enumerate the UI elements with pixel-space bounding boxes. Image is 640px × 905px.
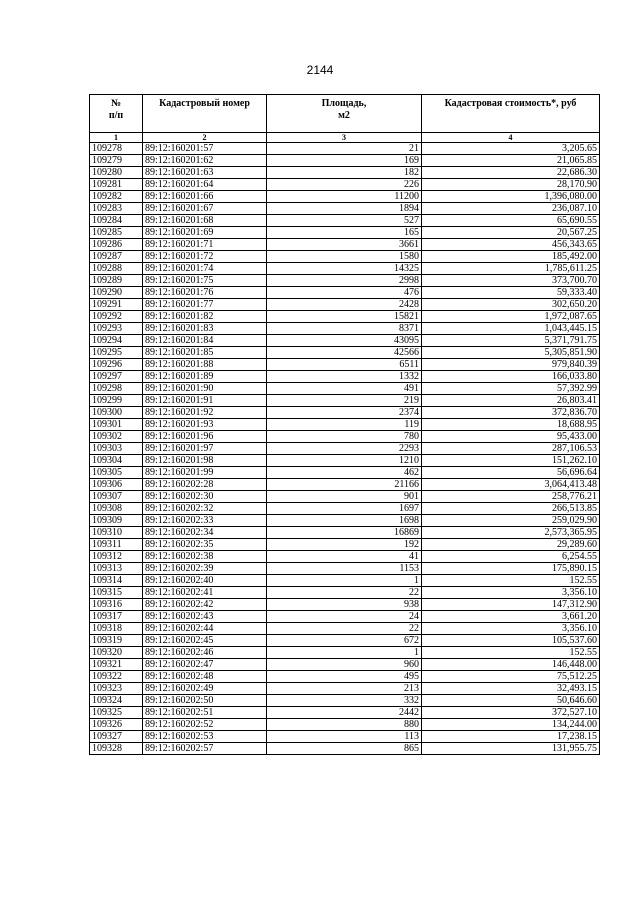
row-number-cell: 109284 <box>90 215 143 227</box>
table-row <box>90 599 600 611</box>
cadastral-value-cell: 147,312.90 <box>422 599 600 611</box>
row-number-cell: 109323 <box>90 683 143 695</box>
row-number-cell: 109306 <box>90 479 143 491</box>
row-number-cell: 109292 <box>90 311 143 323</box>
cadastral-value-cell: 131,955.75 <box>422 743 600 755</box>
area-cell: 1210 <box>267 455 422 467</box>
row-number-cell: 109300 <box>90 407 143 419</box>
cadastral-number-cell: 89:12:160202:39 <box>143 563 267 575</box>
area-cell: 2293 <box>267 443 422 455</box>
cadastral-value-cell: 21,065.85 <box>422 155 600 167</box>
cadastral-number-cell: 89:12:160201:93 <box>143 419 267 431</box>
area-cell: 22 <box>267 623 422 635</box>
table-row <box>90 635 600 647</box>
area-cell: 1894 <box>267 203 422 215</box>
cadastral-number-cell: 89:12:160201:82 <box>143 311 267 323</box>
area-cell: 491 <box>267 383 422 395</box>
table-row <box>90 743 600 755</box>
table-row <box>90 287 600 299</box>
table-row <box>90 311 600 323</box>
row-number-cell: 109311 <box>90 539 143 551</box>
table-row <box>90 575 600 587</box>
table-row <box>90 359 600 371</box>
cadastral-number-cell: 89:12:160201:83 <box>143 323 267 335</box>
row-number-cell: 109302 <box>90 431 143 443</box>
cadastral-number-cell: 89:12:160201:66 <box>143 191 267 203</box>
area-cell: 43095 <box>267 335 422 347</box>
cadastral-number-cell: 89:12:160202:48 <box>143 671 267 683</box>
table-row <box>90 467 600 479</box>
area-cell: 938 <box>267 599 422 611</box>
cadastral-number-cell: 89:12:160202:40 <box>143 575 267 587</box>
cadastral-value-cell: 3,205.65 <box>422 143 600 155</box>
area-cell: 119 <box>267 419 422 431</box>
cadastral-value-cell: 28,170.90 <box>422 179 600 191</box>
header-cadastral-value <box>422 95 600 133</box>
cadastral-number-cell: 89:12:160201:92 <box>143 407 267 419</box>
table-row <box>90 611 600 623</box>
cadastral-value-cell: 29,289.60 <box>422 539 600 551</box>
cadastral-value-cell: 1,972,087.65 <box>422 311 600 323</box>
header-row-number-label: № п/п <box>108 98 124 121</box>
area-cell: 182 <box>267 167 422 179</box>
row-number-cell: 109305 <box>90 467 143 479</box>
row-number-cell: 109320 <box>90 647 143 659</box>
cadastral-number-cell: 89:12:160202:45 <box>143 635 267 647</box>
cadastral-number-cell: 89:12:160201:69 <box>143 227 267 239</box>
area-cell: 960 <box>267 659 422 671</box>
area-cell: 1 <box>267 647 422 659</box>
area-cell: 1698 <box>267 515 422 527</box>
cadastral-value-cell: 32,493.15 <box>422 683 600 695</box>
cadastral-number-cell: 89:12:160202:32 <box>143 503 267 515</box>
area-cell: 332 <box>267 695 422 707</box>
cadastral-number-cell: 89:12:160201:97 <box>143 443 267 455</box>
row-number-cell: 109304 <box>90 455 143 467</box>
row-number-cell: 109293 <box>90 323 143 335</box>
area-cell: 672 <box>267 635 422 647</box>
table-row <box>90 695 600 707</box>
row-number-cell: 109326 <box>90 719 143 731</box>
table-row <box>90 707 600 719</box>
area-cell: 1697 <box>267 503 422 515</box>
area-cell: 2442 <box>267 707 422 719</box>
table-row <box>90 407 600 419</box>
row-number-cell: 109289 <box>90 275 143 287</box>
row-number-cell: 109287 <box>90 251 143 263</box>
table-row <box>90 515 600 527</box>
cadastral-value-cell: 50,646.60 <box>422 695 600 707</box>
row-number-cell: 109280 <box>90 167 143 179</box>
row-number-cell: 109301 <box>90 419 143 431</box>
header-cadastral-number <box>143 95 267 133</box>
table-row <box>90 143 600 155</box>
cadastral-value-cell: 134,244.00 <box>422 719 600 731</box>
cadastral-value-cell: 185,492.00 <box>422 251 600 263</box>
table-body <box>90 143 600 755</box>
cadastral-value-cell: 1,785,611.25 <box>422 263 600 275</box>
table-row <box>90 587 600 599</box>
row-number-cell: 109309 <box>90 515 143 527</box>
row-number-cell: 109317 <box>90 611 143 623</box>
row-number-cell: 109297 <box>90 371 143 383</box>
column-number-row <box>90 133 600 143</box>
cadastral-value-cell: 166,033.80 <box>422 371 600 383</box>
cadastral-number-cell: 89:12:160201:99 <box>143 467 267 479</box>
cadastral-number-cell: 89:12:160202:34 <box>143 527 267 539</box>
row-number-cell: 109291 <box>90 299 143 311</box>
cadastral-value-cell: 5,371,791.75 <box>422 335 600 347</box>
cadastral-value-cell: 302,650.20 <box>422 299 600 311</box>
row-number-cell: 109310 <box>90 527 143 539</box>
row-number-cell: 109294 <box>90 335 143 347</box>
table-row <box>90 647 600 659</box>
cadastral-number-cell: 89:12:160202:52 <box>143 719 267 731</box>
cadastral-value-cell: 59,333.40 <box>422 287 600 299</box>
cadastral-number-cell: 89:12:160202:42 <box>143 599 267 611</box>
cadastral-number-cell: 89:12:160201:84 <box>143 335 267 347</box>
area-cell: 1580 <box>267 251 422 263</box>
cadastral-value-cell: 152.55 <box>422 575 600 587</box>
area-cell: 1153 <box>267 563 422 575</box>
area-cell: 780 <box>267 431 422 443</box>
table-row <box>90 719 600 731</box>
table-row <box>90 371 600 383</box>
table-row <box>90 263 600 275</box>
header-cadastral-number-label: Кадастровый номер <box>159 98 250 109</box>
table-row <box>90 527 600 539</box>
cadastral-number-cell: 89:12:160201:72 <box>143 251 267 263</box>
cadastral-number-cell: 89:12:160201:85 <box>143 347 267 359</box>
area-cell: 226 <box>267 179 422 191</box>
table-row <box>90 671 600 683</box>
area-cell: 41 <box>267 551 422 563</box>
cadastral-value-cell: 1,043,445.15 <box>422 323 600 335</box>
cadastral-value-cell: 22,686.30 <box>422 167 600 179</box>
table-row <box>90 251 600 263</box>
row-number-cell: 109321 <box>90 659 143 671</box>
row-number-cell: 109282 <box>90 191 143 203</box>
cadastral-number-cell: 89:12:160202:41 <box>143 587 267 599</box>
table-row <box>90 215 600 227</box>
cadastral-number-cell: 89:12:160202:51 <box>143 707 267 719</box>
area-cell: 476 <box>267 287 422 299</box>
area-cell: 42566 <box>267 347 422 359</box>
row-number-cell: 109279 <box>90 155 143 167</box>
area-cell: 527 <box>267 215 422 227</box>
cadastral-number-cell: 89:12:160202:44 <box>143 623 267 635</box>
row-number-cell: 109318 <box>90 623 143 635</box>
table-row <box>90 563 600 575</box>
cadastral-number-cell: 89:12:160201:76 <box>143 287 267 299</box>
cadastral-value-cell: 266,513.85 <box>422 503 600 515</box>
table-row <box>90 383 600 395</box>
cadastral-value-cell: 56,696.64 <box>422 467 600 479</box>
row-number-cell: 109295 <box>90 347 143 359</box>
page-number: 2144 <box>306 63 334 77</box>
area-cell: 6511 <box>267 359 422 371</box>
table-row <box>90 503 600 515</box>
table-row <box>90 683 600 695</box>
row-number-cell: 109285 <box>90 227 143 239</box>
column-number-2: 2 <box>143 133 267 143</box>
table-row <box>90 623 600 635</box>
cadastral-value-cell: 3,356.10 <box>422 587 600 599</box>
row-number-cell: 109316 <box>90 599 143 611</box>
area-cell: 15821 <box>267 311 422 323</box>
table-row <box>90 299 600 311</box>
cadastral-number-cell: 89:12:160202:30 <box>143 491 267 503</box>
table-row <box>90 551 600 563</box>
table-row <box>90 659 600 671</box>
cadastral-value-cell: 3,356.10 <box>422 623 600 635</box>
table-row <box>90 443 600 455</box>
table-row <box>90 227 600 239</box>
table-row <box>90 347 600 359</box>
cadastral-number-cell: 89:12:160202:43 <box>143 611 267 623</box>
table-row <box>90 731 600 743</box>
cadastral-number-cell: 89:12:160202:49 <box>143 683 267 695</box>
row-number-cell: 109322 <box>90 671 143 683</box>
header-area-label: Площадь, м2 <box>321 98 367 121</box>
table-row <box>90 395 600 407</box>
header-cadastral-value-label: Кадастровая стоимость*, руб <box>444 98 577 109</box>
table-row <box>90 167 600 179</box>
cadastral-number-cell: 89:12:160202:46 <box>143 647 267 659</box>
cadastral-value-cell: 151,262.10 <box>422 455 600 467</box>
row-number-cell: 109303 <box>90 443 143 455</box>
table-row <box>90 539 600 551</box>
cadastral-number-cell: 89:12:160201:74 <box>143 263 267 275</box>
header-area <box>267 95 422 133</box>
area-cell: 880 <box>267 719 422 731</box>
area-cell: 2428 <box>267 299 422 311</box>
cadastral-number-cell: 89:12:160201:71 <box>143 239 267 251</box>
cadastral-number-cell: 89:12:160201:68 <box>143 215 267 227</box>
cadastral-number-cell: 89:12:160202:33 <box>143 515 267 527</box>
cadastral-number-cell: 89:12:160202:28 <box>143 479 267 491</box>
area-cell: 495 <box>267 671 422 683</box>
cadastral-value-cell: 373,700.70 <box>422 275 600 287</box>
cadastral-value-cell: 372,836.70 <box>422 407 600 419</box>
cadastral-value-cell: 18,688.95 <box>422 419 600 431</box>
area-cell: 3661 <box>267 239 422 251</box>
area-cell: 213 <box>267 683 422 695</box>
cadastral-value-cell: 105,537.60 <box>422 635 600 647</box>
table-header <box>90 95 600 143</box>
cadastral-number-cell: 89:12:160201:67 <box>143 203 267 215</box>
row-number-cell: 109288 <box>90 263 143 275</box>
row-number-cell: 109315 <box>90 587 143 599</box>
row-number-cell: 109319 <box>90 635 143 647</box>
row-number-cell: 109307 <box>90 491 143 503</box>
cadastral-value-cell: 258,776.21 <box>422 491 600 503</box>
row-number-cell: 109296 <box>90 359 143 371</box>
column-number-1: 1 <box>90 133 143 143</box>
area-cell: 219 <box>267 395 422 407</box>
area-cell: 1332 <box>267 371 422 383</box>
table-row <box>90 455 600 467</box>
table-row <box>90 239 600 251</box>
row-number-cell: 109325 <box>90 707 143 719</box>
area-cell: 24 <box>267 611 422 623</box>
row-number-cell: 109298 <box>90 383 143 395</box>
header-row-number <box>90 95 143 133</box>
cadastral-value-table <box>89 94 600 755</box>
cadastral-number-cell: 89:12:160202:53 <box>143 731 267 743</box>
table-row <box>90 275 600 287</box>
cadastral-value-cell: 152.55 <box>422 647 600 659</box>
cadastral-value-cell: 236,087.10 <box>422 203 600 215</box>
cadastral-number-cell: 89:12:160201:88 <box>143 359 267 371</box>
area-cell: 165 <box>267 227 422 239</box>
row-number-cell: 109327 <box>90 731 143 743</box>
row-number-cell: 109281 <box>90 179 143 191</box>
table-row <box>90 191 600 203</box>
cadastral-value-cell: 26,803.41 <box>422 395 600 407</box>
row-number-cell: 109314 <box>90 575 143 587</box>
cadastral-number-cell: 89:12:160201:64 <box>143 179 267 191</box>
area-cell: 22 <box>267 587 422 599</box>
cadastral-value-cell: 2,573,365.95 <box>422 527 600 539</box>
cadastral-number-cell: 89:12:160201:77 <box>143 299 267 311</box>
cadastral-value-cell: 372,527.10 <box>422 707 600 719</box>
cadastral-number-cell: 89:12:160201:91 <box>143 395 267 407</box>
cadastral-number-cell: 89:12:160201:62 <box>143 155 267 167</box>
row-number-cell: 109278 <box>90 143 143 155</box>
cadastral-value-cell: 95,433.00 <box>422 431 600 443</box>
area-cell: 11200 <box>267 191 422 203</box>
cadastral-value-cell: 287,106.53 <box>422 443 600 455</box>
header-row <box>90 95 600 133</box>
table-row <box>90 335 600 347</box>
cadastral-number-cell: 89:12:160202:50 <box>143 695 267 707</box>
cadastral-number-cell: 89:12:160202:38 <box>143 551 267 563</box>
table-row <box>90 179 600 191</box>
cadastral-number-cell: 89:12:160201:90 <box>143 383 267 395</box>
area-cell: 462 <box>267 467 422 479</box>
cadastral-value-cell: 20,567.25 <box>422 227 600 239</box>
cadastral-number-cell: 89:12:160201:75 <box>143 275 267 287</box>
cadastral-value-cell: 146,448.00 <box>422 659 600 671</box>
area-cell: 865 <box>267 743 422 755</box>
area-cell: 16869 <box>267 527 422 539</box>
cadastral-value-cell: 57,392.99 <box>422 383 600 395</box>
cadastral-number-cell: 89:12:160201:89 <box>143 371 267 383</box>
cadastral-value-cell: 3,064,413.48 <box>422 479 600 491</box>
area-cell: 169 <box>267 155 422 167</box>
cadastral-number-cell: 89:12:160201:98 <box>143 455 267 467</box>
cadastral-value-cell: 259,029.90 <box>422 515 600 527</box>
column-number-4: 4 <box>422 133 600 143</box>
area-cell: 113 <box>267 731 422 743</box>
table-row <box>90 431 600 443</box>
table-row <box>90 491 600 503</box>
row-number-cell: 109286 <box>90 239 143 251</box>
area-cell: 21166 <box>267 479 422 491</box>
area-cell: 2998 <box>267 275 422 287</box>
row-number-cell: 109312 <box>90 551 143 563</box>
area-cell: 14325 <box>267 263 422 275</box>
cadastral-value-cell: 1,396,080.00 <box>422 191 600 203</box>
cadastral-number-cell: 89:12:160202:35 <box>143 539 267 551</box>
cadastral-value-cell: 5,305,851.90 <box>422 347 600 359</box>
cadastral-number-cell: 89:12:160201:63 <box>143 167 267 179</box>
cadastral-value-cell: 175,890.15 <box>422 563 600 575</box>
cadastral-value-cell: 17,238.15 <box>422 731 600 743</box>
area-cell: 1 <box>267 575 422 587</box>
row-number-cell: 109290 <box>90 287 143 299</box>
column-number-3: 3 <box>267 133 422 143</box>
table-row <box>90 203 600 215</box>
table-row <box>90 419 600 431</box>
cadastral-value-cell: 6,254.55 <box>422 551 600 563</box>
cadastral-value-cell: 3,661.20 <box>422 611 600 623</box>
row-number-cell: 109324 <box>90 695 143 707</box>
table-row <box>90 155 600 167</box>
cadastral-number-cell: 89:12:160202:57 <box>143 743 267 755</box>
table-row <box>90 323 600 335</box>
row-number-cell: 109313 <box>90 563 143 575</box>
cadastral-value-cell: 75,512.25 <box>422 671 600 683</box>
cadastral-value-cell: 979,840.39 <box>422 359 600 371</box>
cadastral-value-cell: 456,343.65 <box>422 239 600 251</box>
area-cell: 901 <box>267 491 422 503</box>
row-number-cell: 109299 <box>90 395 143 407</box>
cadastral-value-cell: 65,690.55 <box>422 215 600 227</box>
table-row <box>90 479 600 491</box>
cadastral-number-cell: 89:12:160202:47 <box>143 659 267 671</box>
row-number-cell: 109283 <box>90 203 143 215</box>
cadastral-number-cell: 89:12:160201:96 <box>143 431 267 443</box>
area-cell: 192 <box>267 539 422 551</box>
row-number-cell: 109328 <box>90 743 143 755</box>
area-cell: 8371 <box>267 323 422 335</box>
cadastral-number-cell: 89:12:160201:57 <box>143 143 267 155</box>
row-number-cell: 109308 <box>90 503 143 515</box>
area-cell: 21 <box>267 143 422 155</box>
area-cell: 2374 <box>267 407 422 419</box>
